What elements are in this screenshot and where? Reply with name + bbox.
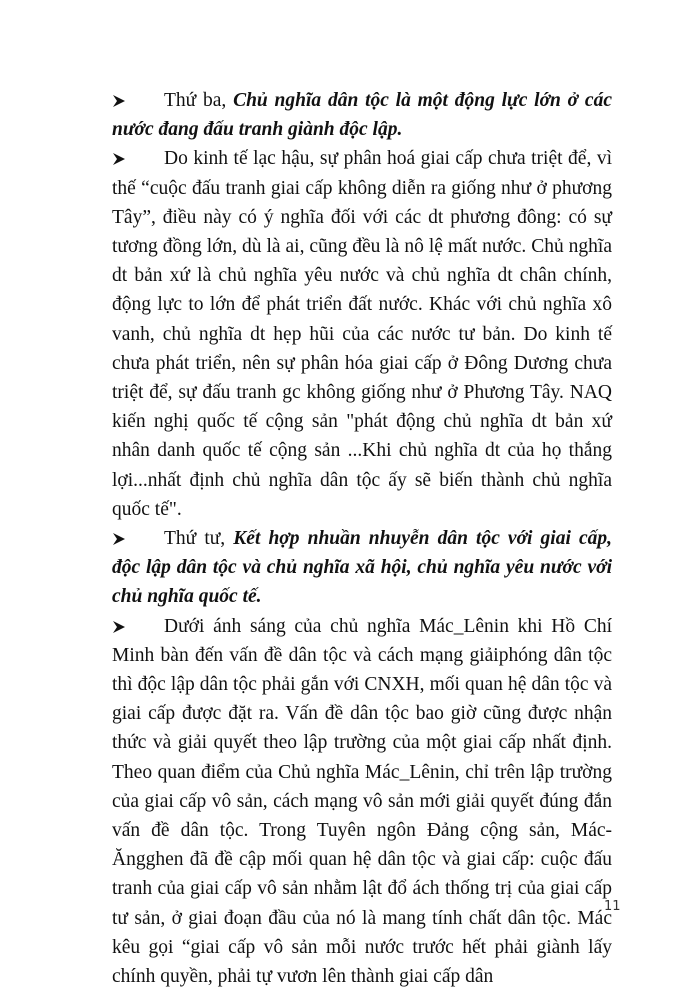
paragraph-lead: Dưới ánh sáng của chủ nghĩa Mác_Lênin khi Hồ Chí Minh bàn đến vấn đề dân tộc và cách mạng giảiphóng dân tộc thì độc lập dân tộc phải gắn với CNXH, mối quan hệ dân tộc và giai cấp được đặt ra. Vấn đề dân tộc bao giờ cũng được nhận thức và giải quyết theo lập trường của một giai cấp nhất định. Theo quan điểm của Chủ nghĩa Mác_Lênin, chỉ trên lập trường của giai cấp vô sản, cách mạng vô sản mới giải quyết đúng đắn vấn đề dân tộc. Trong Tuyên ngôn Đảng cộng sản, Mác-Ăngghen đã đề cập mối quan hệ dân tộc và giai cấp: cuộc đấu tranh của giai cấp vô sản nhằm lật đổ ách thống trị của giai cấp tư sản, ở giai đoạn đầu của nó là mang tính chất dân tộc. Mác kêu gọi “giai cấp vô sản mỗi nước trước hết phải giành lấy chính quyền, phải tự vươn lên thành giai cấp dân	[112, 615, 612, 988]
arrow-bullet-icon	[112, 524, 132, 553]
paragraph-economic-context	[112, 144, 612, 524]
paragraph-marxism-leninism	[112, 612, 612, 991]
paragraph-lead: Do kinh tế lạc hậu, sự phân hoá giai cấp chưa triệt để, vì thế “cuộc đấu tranh giai cấp không diễn ra giống như ở phương Tây”, điều này có ý nghĩa đối với các dt phương đông: có sự tương đồng lớn, dù là ai, cũng đều là nô lệ mất nước. Chủ nghĩa dt bản xứ là chủ nghĩa yêu nước và chủ nghĩa dt chân chính, động lực to lớn để phát triển đất nước. Khác với chủ nghĩa xô vanh, chủ nghĩa dt hẹp hũi của các nước tư bản. Do kinh tế chưa phát triển, nên sự phân hóa giai cấp ở Đông Dương chưa triệt để, sự đấu tranh gc không giống như ở Phương Tây. NAQ kiến nghị quốc tế cộng sản "phát động chủ nghĩa dt bản xứ nhân danh quốc tế cộng sản ...Khi chủ nghĩa dt của họ thắng lợi...nhất định chủ nghĩa dân tộc ấy sẽ biến thành chủ nghĩa quốc tế".	[112, 148, 612, 520]
paragraph-third-point	[112, 86, 612, 144]
paragraph-emphasis: Chủ nghĩa dân tộc là một động lực lớn ở các nước đang đấu tranh giành độc lập.	[112, 90, 612, 141]
paragraph-fourth-point	[112, 524, 612, 612]
paragraph-lead: Thứ ba,	[164, 90, 234, 111]
arrow-bullet-icon	[112, 144, 132, 173]
page-number: 11	[604, 899, 621, 914]
body-text	[112, 86, 612, 991]
arrow-bullet-icon	[112, 612, 132, 641]
arrow-bullet-icon	[112, 86, 132, 115]
paragraph-lead: Thứ tư,	[164, 528, 234, 550]
paragraph-emphasis: Kết hợp nhuần nhuyễn dân tộc với giai cấp, độc lập dân tộc và chủ nghĩa xã hội, chủ nghĩa yêu nước với chủ nghĩa quốc tế.	[112, 528, 613, 608]
